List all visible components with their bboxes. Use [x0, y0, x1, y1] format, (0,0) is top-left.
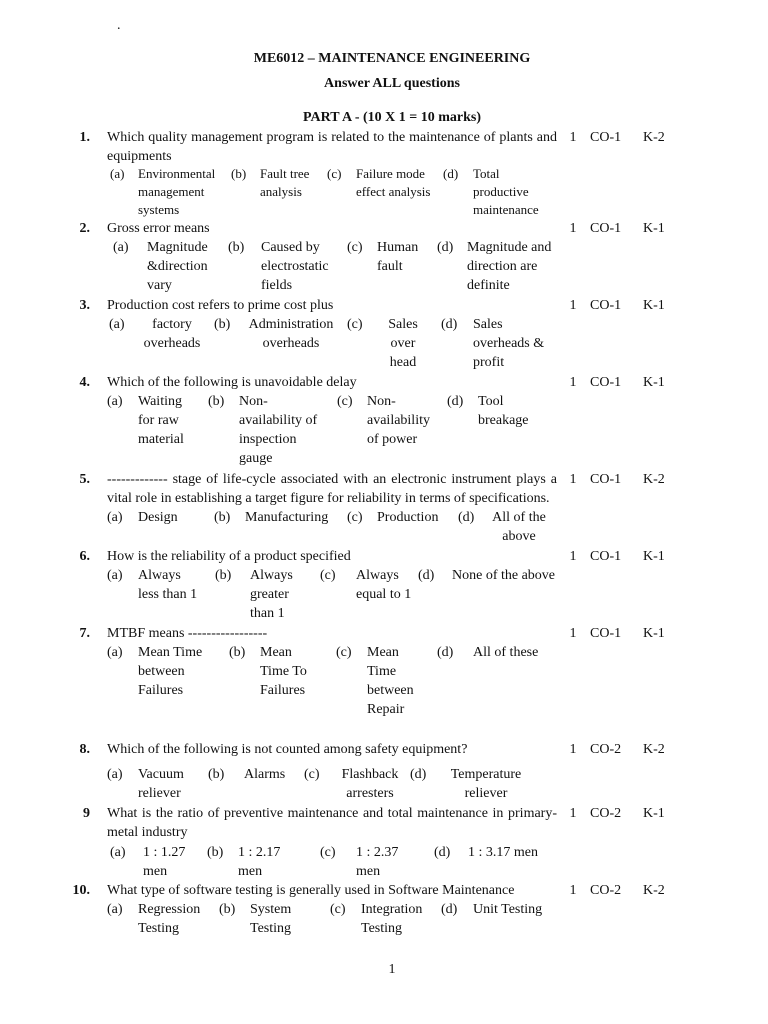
question-text: What is the ratio of preventive maintenance and total maintenance in primary-metal industry: [107, 806, 557, 840]
knowledge-level: K-1: [643, 221, 665, 236]
question-text: How is the reliability of a product specified: [107, 549, 351, 564]
knowledge-level: K-1: [643, 298, 665, 313]
option-label: (a): [107, 767, 123, 782]
option-text: All of these: [473, 645, 539, 660]
option-text: Manufacturing: [245, 510, 329, 525]
option-text: factory overheads: [143, 317, 201, 351]
option-label: (c): [347, 317, 363, 332]
course-outcome: CO-2: [590, 742, 622, 757]
option-label: (c): [327, 166, 342, 181]
question-text: ------------- stage of life-cycle associated with an electronic instrument plays a vital role in establishing a target figure for reliability in terms of specifications.: [107, 472, 557, 506]
option-label: (b): [228, 240, 245, 255]
option-label: (d): [434, 845, 451, 860]
knowledge-level: K-1: [643, 375, 665, 390]
marks: 1: [569, 221, 577, 236]
option-label: (d): [447, 394, 464, 409]
question-text: MTBF means -----------------: [107, 626, 268, 641]
option-text: Non-availability of power: [367, 394, 430, 447]
option-text: Mean Time To Failures: [260, 645, 307, 698]
option-label: (a): [113, 240, 129, 255]
marks: 1: [569, 806, 577, 821]
option-label: (a): [109, 317, 125, 332]
option-text: 1 : 2.37 men: [356, 845, 399, 879]
knowledge-level: K-2: [643, 742, 665, 757]
option-label: (d): [437, 240, 454, 255]
option-text: System Testing: [250, 902, 292, 936]
question-number: 4.: [79, 375, 90, 390]
question-text: Which of the following is not counted among safety equipment?: [107, 742, 468, 757]
option-text: None of the above: [452, 568, 556, 583]
marks: 1: [569, 130, 577, 145]
option-text: Tool breakage: [478, 394, 529, 428]
marks: 1: [569, 298, 577, 313]
option-label: (a): [110, 166, 125, 181]
course-outcome: CO-1: [590, 375, 622, 390]
option-label: (a): [107, 902, 123, 917]
knowledge-level: K-2: [643, 130, 665, 145]
option-text: Always equal to 1: [356, 568, 412, 602]
question-number: 1.: [79, 130, 90, 145]
option-label: (a): [107, 645, 123, 660]
option-text: Environmental management systems: [138, 166, 216, 217]
question-number: 3.: [79, 298, 90, 313]
option-label: (a): [110, 845, 126, 860]
page-number: 1: [388, 962, 396, 977]
option-text: Mean Time between Failures: [138, 645, 203, 698]
knowledge-level: K-1: [643, 549, 665, 564]
option-label: (b): [208, 394, 225, 409]
marks: 1: [569, 626, 577, 641]
option-text: Temperature reliever: [450, 767, 522, 801]
option-text: Magnitude &direction vary: [147, 240, 208, 293]
option-label: (b): [214, 317, 231, 332]
marks: 1: [569, 549, 577, 564]
option-label: (d): [458, 510, 475, 525]
option-text: Human fault: [377, 240, 419, 274]
option-label: (a): [107, 568, 123, 583]
option-label: (b): [219, 902, 236, 917]
question-text: Which quality management program is related to the maintenance of plants and equipments: [107, 130, 557, 164]
marks: 1: [569, 742, 577, 757]
option-label: (c): [347, 240, 363, 255]
option-text: Non-availability of inspection gauge: [239, 394, 318, 466]
page-mark: .: [117, 18, 121, 33]
question-text: Which of the following is unavoidable delay: [107, 375, 357, 390]
option-text: Failure mode effect analysis: [356, 166, 431, 199]
option-text: Waiting for raw material: [138, 394, 184, 447]
option-label: (b): [215, 568, 232, 583]
option-text: Total productive maintenance: [473, 166, 539, 217]
option-label: (d): [437, 645, 454, 660]
marks: 1: [569, 883, 577, 898]
course-outcome: CO-1: [590, 472, 622, 487]
option-label: (b): [207, 845, 224, 860]
option-label: (b): [231, 166, 247, 181]
option-text: Regression Testing: [138, 902, 201, 936]
option-text: Unit Testing: [473, 902, 543, 917]
option-text: Always less than 1: [138, 568, 198, 602]
option-text: Production: [377, 510, 439, 525]
marks: 1: [569, 375, 577, 390]
option-label: (d): [443, 166, 459, 181]
option-text: Administration overheads: [248, 317, 334, 351]
knowledge-level: K-2: [643, 472, 665, 487]
option-text: All of the above: [492, 510, 546, 544]
question-number: 9: [83, 806, 90, 821]
option-text: Mean Time between Repair: [367, 645, 414, 717]
instruction: Answer ALL questions: [324, 76, 460, 91]
part-title: PART A - (10 X 1 = 10 marks): [302, 110, 482, 125]
course-title: ME6012 – MAINTENANCE ENGINEERING: [253, 51, 531, 66]
question-number: 5.: [79, 472, 90, 487]
question-number: 10.: [72, 883, 90, 898]
course-outcome: CO-2: [590, 883, 622, 898]
option-label: (a): [107, 394, 123, 409]
question-number: 7.: [79, 626, 90, 641]
option-label: (d): [441, 317, 458, 332]
course-outcome: CO-1: [590, 549, 622, 564]
option-text: Sales over head: [388, 317, 418, 370]
question-text: Production cost refers to prime cost plus: [107, 298, 334, 313]
option-text: Integration Testing: [361, 902, 423, 936]
question-number: 6.: [79, 549, 90, 564]
option-label: (c): [304, 767, 320, 782]
option-text: 1 : 2.17 men: [238, 845, 281, 879]
question-number: 8.: [79, 742, 90, 757]
option-text: Magnitude and direction are definite: [467, 240, 552, 293]
course-outcome: CO-1: [590, 221, 622, 236]
option-label: (b): [214, 510, 231, 525]
option-text: Design: [138, 510, 178, 525]
option-label: (b): [229, 645, 246, 660]
option-label: (d): [441, 902, 458, 917]
option-text: 1 : 3.17 men: [468, 845, 538, 860]
option-label: (a): [107, 510, 123, 525]
option-text: Fault tree analysis: [260, 166, 310, 199]
option-label: (c): [330, 902, 346, 917]
option-label: (d): [410, 767, 427, 782]
course-outcome: CO-1: [590, 298, 622, 313]
knowledge-level: K-1: [643, 626, 665, 641]
knowledge-level: K-2: [643, 883, 665, 898]
option-text: Always greater than 1: [250, 568, 293, 621]
knowledge-level: K-1: [643, 806, 665, 821]
option-text: Sales overheads & profit: [473, 317, 545, 370]
course-outcome: CO-1: [590, 626, 622, 641]
question-text: What type of software testing is generally used in Software Maintenance: [107, 883, 515, 898]
marks: 1: [569, 472, 577, 487]
course-outcome: CO-2: [590, 806, 622, 821]
option-text: Alarms: [244, 767, 286, 782]
option-label: (c): [337, 394, 353, 409]
option-text: Flashback arresters: [341, 767, 399, 801]
option-label: (c): [336, 645, 352, 660]
option-label: (c): [320, 845, 336, 860]
option-label: (c): [320, 568, 336, 583]
option-label: (b): [208, 767, 225, 782]
course-outcome: CO-1: [590, 130, 622, 145]
question-number: 2.: [79, 221, 90, 236]
option-label: (d): [418, 568, 435, 583]
option-text: Vacuum reliever: [138, 767, 184, 801]
option-label: (c): [347, 510, 363, 525]
option-text: Caused by electrostatic fields: [261, 240, 329, 293]
option-text: 1 : 1.27 men: [143, 845, 186, 879]
question-text: Gross error means: [107, 221, 210, 236]
